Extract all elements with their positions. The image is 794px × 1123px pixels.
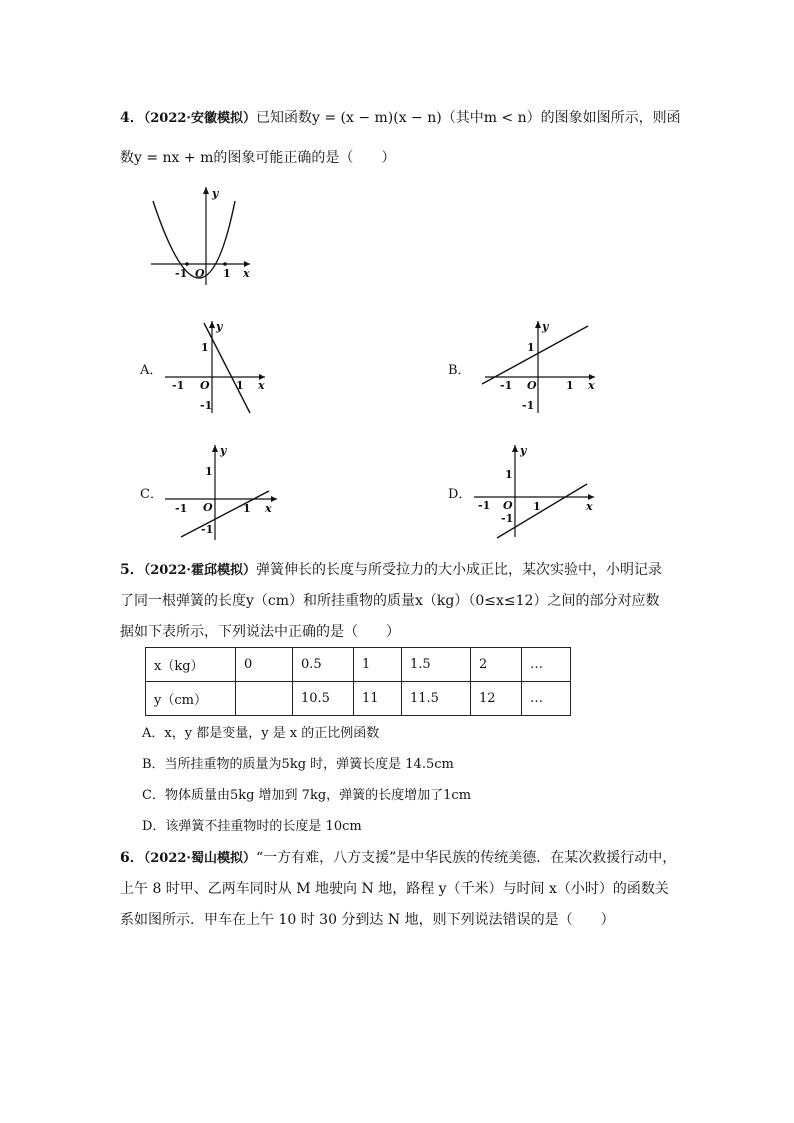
q5-stem-2: 了同一根弹簧的长度y（cm）和所挂重物的质量x（kg）（0≤x≤12）之间的部分对应数 [120,593,660,609]
q6-line3 [120,910,615,930]
q5-line3 [120,622,400,642]
q4-number: 4． [120,110,144,126]
q5-choice-b[interactable]: B．当所挂重物的质量为5kg 时，弹簧长度是 14.5cm [142,757,454,772]
q6-source: （2022·蜀山模拟） [143,851,256,866]
option-a-y: y [216,320,223,333]
option-d-y: y [520,444,527,457]
q5-choice-a[interactable]: A．x，y 都是变量，y 是 x 的正比例函数 [142,726,380,741]
option-a-neg1: -1 [200,399,213,412]
option-a-x: x [258,379,265,392]
option-d-x: x [586,500,593,513]
table-cell: 0 [236,648,293,682]
option-c-origin: O [203,501,213,514]
q6-stem-3: 系如图所示．甲车在上午 10 时 30 分到达 N 地，则下列说法错误的是（ ） [120,912,615,928]
option-a-graph[interactable] [160,318,280,418]
parabola-x-label: x [243,267,250,280]
q5-line1 [120,560,662,581]
option-d-graph[interactable] [472,442,602,542]
q4-source: （2022·安徽模拟） [143,111,256,126]
option-b-y: y [542,320,549,333]
q4-line2 [120,148,395,168]
table-cell: 2 [471,648,522,682]
table-cell: 0.5 [293,648,354,682]
option-b-origin: O [527,379,537,392]
option-b-neg1: -1 [522,399,535,412]
option-d-neg1: -1 [501,512,514,525]
q5-line2 [120,591,659,611]
q6-line1 [120,848,676,869]
option-c-y: y [220,444,227,457]
option-c-graph[interactable] [165,442,285,542]
q6-number: 6． [120,850,144,866]
option-b-one: 1 [527,341,535,354]
q5-source: （2022·霍邱模拟） [143,563,256,578]
q6-stem-2: 上午 8 时甲、乙两车同时从 M 地驶向 N 地，路程 y（千米）与时间 x（小时）的函数关 [120,881,669,897]
q6-stem-1: “一方有难，八方支援”是中华民族的传统美德．在某次救援行动中， [255,850,677,866]
q5-number: 5． [120,562,144,578]
table-cell: … [522,682,571,716]
q4-stem-1: 已知函数y = (x − m)(x − n)（其中m < n）的图象如图所示，则函 [255,110,681,126]
table-row [146,648,571,682]
option-c-xneg1: -1 [175,502,188,515]
q4-stem-2: 数y = nx + m的图象可能正确的是（ ） [120,150,396,166]
option-c-one: 1 [205,465,213,478]
q5-choice-d[interactable]: D．该弹簧不挂重物时的长度是 10cm [142,819,362,834]
option-a-label[interactable]: A． [140,363,163,378]
option-b-xneg1: -1 [500,379,513,392]
table-cell: 1 [354,648,402,682]
parabola-neg1: -1 [175,267,188,280]
option-d-x1: 1 [533,500,541,513]
parabola-y-label: y [212,187,219,200]
table-cell: y（cm） [146,682,236,716]
option-d-origin: O [503,499,513,512]
option-c-label[interactable]: C． [140,487,163,502]
option-b-x: x [588,379,595,392]
option-d-xneg1: -1 [478,499,491,512]
option-c-x: x [265,502,272,515]
option-c-x1: 1 [243,502,251,515]
option-d-one: 1 [505,468,513,481]
parabola-pos1: 1 [223,267,231,280]
parabola-origin: O [195,267,205,280]
q5-choice-c[interactable]: C．物体质量由5kg 增加到 7kg，弹簧的长度增加了1cm [142,788,472,803]
q5-stem-3: 据如下表所示，下列说法中正确的是（ ） [120,624,400,640]
option-b-graph[interactable] [480,318,600,418]
option-b-label[interactable]: B． [448,363,471,378]
table-row [146,682,571,716]
option-b-x1: 1 [566,379,574,392]
table-cell: 1.5 [402,648,471,682]
table-cell: x（kg） [146,648,236,682]
q6-line2 [120,879,669,899]
table-cell: … [522,648,571,682]
q5-stem-1: 弹簧伸长的长度与所受拉力的大小成正比，某次实验中，小明记录 [255,562,662,578]
table-cell: 11.5 [402,682,471,716]
q5-table [145,647,571,716]
table-cell [236,682,293,716]
option-a-origin: O [200,379,210,392]
option-d-label[interactable]: D． [448,487,472,502]
table-cell: 12 [471,682,522,716]
table-cell: 11 [354,682,402,716]
q4-line1 [120,108,681,129]
option-c-neg1: -1 [201,523,214,536]
option-a-one: 1 [201,341,209,354]
option-a-xneg1: -1 [172,379,185,392]
option-a-x1: 1 [236,379,244,392]
table-cell: 10.5 [293,682,354,716]
q4-parabola-figure [145,185,265,295]
